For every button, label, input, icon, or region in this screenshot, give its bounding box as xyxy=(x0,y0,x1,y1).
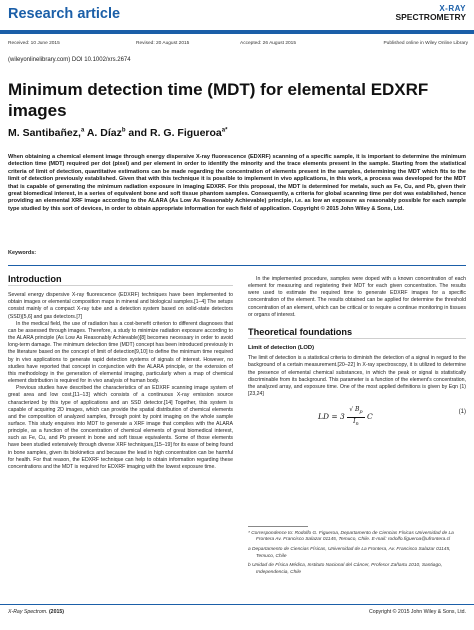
doi-line[interactable]: (wileyonlinelibrary.com) DOI 10.1002/xrs.2674 xyxy=(8,57,131,63)
abstract: When obtaining a chemical element image through energy dispersive X-ray fluorescence (EDXRF) scanning of a specific sample, it is important to determine the minimum detection time (MDT) required per dot (pixel) and per element in order to identify the minority and the trace elements present in the sample. Starting from the statistical criteria of limit of detection, quantitative estimations can be made regarding the concentration of elements present in the samples, determining the MDT which fits to the limit of detection previously established. Given that with this technique it is possible to implement in vivo applications, in this work, a process was developed for the MDT that is capable of generating the minimum radiation exposure in imaging EDXRF. For this proposal, the MDT is determined for metals, such as Fe, Cu, and Pb, given their great biomedical interest, in a series of equivalent bone and soft tissue phantom samples. Consequently, a criteria for global scanning time per dot was established, hence providing an elemental XRF image according to the ALARA (As Low As Reasonably Achievable) principle, i.e. as low an exposure as reasonably possible for each sample type studied by this sort of devices, in order to obtain appropriate information for each field of application. Copyright © 2015 John Wiley & Sons, Ltd. xyxy=(8,154,466,212)
article-type-label: Research article xyxy=(8,6,121,22)
equation-number: (1) xyxy=(458,409,466,416)
equation-denominator: $I_n$ xyxy=(353,417,359,427)
introduction-heading: Introduction xyxy=(8,274,62,284)
author-list xyxy=(8,127,227,139)
keywords-label: Keywords: xyxy=(8,250,37,256)
author-conjunction: and xyxy=(128,127,148,139)
article-dates xyxy=(8,41,468,51)
equation-1 xyxy=(248,402,466,428)
section-rule xyxy=(8,285,233,286)
procedure-paragraph: In the implemented procedure, samples were doped with a known concentration of each element for measuring and registering their MDT for each given concentration. The results were used to estimate the required time to generate EDXRF images for a specific concentration of the element. The results obtained can be applied for determine the threshold concentration of an element, which can be critical or to require a continue monitoring in tissues or organs of interest. xyxy=(248,276,466,318)
right-column xyxy=(248,276,466,434)
author-affiliation-mark: a* xyxy=(221,127,228,134)
left-column xyxy=(8,276,233,471)
intro-paragraph-2: In the medical field, the use of radiation has a cost-benefit criterion to different diagnoses that can be assessed through images. Therefore, a study to minimize radiation exposure according to the ALARA principle (As Low As Reasonably Achievable)[8] becomes necessary in order to avoid long-term damage. The minimum detection time (MDT) concept has been introduced previously in the literature based on the concept of limit of detection[9,10] to define the minimum time required by in vivo applications to generate rapid detection systems of signals of interest. However, no studies have reported that concept in conjunction with the ALARA principle, or the extension of this methodology in the generation of elemental imaging, particularly when a map of chemical element distribution is required for in vivo analysis of human body. xyxy=(8,320,233,385)
equation-fraction xyxy=(347,406,364,428)
equation-lhs: LD = 3 xyxy=(318,412,345,422)
abstract-divider xyxy=(8,265,466,266)
footnote-affiliation-b: b Unidad de Física Médica, Instituto Nacional del Cáncer, Profesor Zañartu 1010, Santiago, Independencia, Chile xyxy=(248,563,443,575)
page-header xyxy=(0,0,474,30)
lod-subheading: Limit of detection (LOD) xyxy=(248,345,315,352)
footnote-rule xyxy=(248,526,308,527)
author-affiliation-mark: a xyxy=(80,127,85,134)
theory-heading: Theoretical foundations xyxy=(248,326,353,337)
journal-logo-line2: SPECTROMETRY xyxy=(395,12,466,22)
footer-journal-citation xyxy=(8,609,64,615)
footnotes xyxy=(248,526,466,579)
lod-paragraph: The limit of detection is a statistical criteria to diminish the detection of a signal in regard to the background of a certain measurement.[20–22] In X-ray spectroscopy, it is utilized to determine the presence of elemental chemical substances, in which the peak or signal is statistically discriminable from its background. This parameter is a function of the element's concentration, the analyzed array, and exposure time. One of the most applied definitions is given by Eqn (1)[23,24] xyxy=(248,355,466,398)
revised-date: Revised: 20 August 2015 xyxy=(136,41,190,46)
journal-logo xyxy=(395,4,466,22)
intro-paragraph-1: Several energy dispersive X-ray fluorescence (EDXRF) techniques have been implemented to obtain images or elemental composition maps in mineral and biological samples.[1–4] The setups consist mainly of a compact X-ray tube and a detection system based on solid-state detectors (SSD)[5,6] and gas detectors.[7] xyxy=(8,292,233,320)
article-title: Minimum detection time (MDT) for elemental EDXRF images xyxy=(8,80,429,120)
keywords xyxy=(8,250,466,257)
journal-logo-line1: X-RAY xyxy=(439,4,466,13)
footnote-affiliation-a: a Departamento de Ciencias Físicas, Universidad de La Frontera, Av. Francisco Salazar 01145, Temuco, Chile xyxy=(248,546,451,559)
footer-year: (2015) xyxy=(48,609,64,615)
published-online: Published online in Wiley Online Library xyxy=(383,41,468,46)
author-figueroa[interactable]: R. G. Figueroa xyxy=(150,127,222,139)
received-date: Received: 10 June 2015 xyxy=(8,41,60,46)
intro-paragraph-3: Previous studies have described the characteristics of an EDXRF scanning image system of great area and low cost,[11–13] which consists of a continuous X-ray emission source characterized by this type of applications and an SSD detector.[14] Together, this system is capable of acquiring 2D images, which can provide the spatial distribution of chemical elements and the composition of analyzed samples, through point by point imaging on the whole sample surface. This study enquires into MDT to generate a XRF image that complies with the ALARA principle, as a function of the concentration of chemical elements of great biomedical interest, such as Fe, Cu, and Pb present in bone and soft tissue equivalents. Some of those elements have been studied extensively through diverse XRF techniques,[15–19] for its ease of being found in bone samples, given its biokinetics and because the lead in high concentration can be harmful for health. For that reason, the EDXRF technique can help to obtain information regarding these concentrations and the MDT is required for EDXRF imaging with the lowest exposure time. xyxy=(8,385,233,470)
equation-concentration: C xyxy=(366,412,373,422)
footer-journal-name: X-Ray Spectrom. xyxy=(8,609,48,615)
accepted-date: Accepted: 26 August 2015 xyxy=(240,41,297,46)
footer-copyright: Copyright © 2015 John Wiley & Sons, Ltd. xyxy=(369,609,466,615)
equation-numerator: √ $B_p$ xyxy=(347,406,364,417)
header-rule xyxy=(0,30,474,34)
section-rule xyxy=(248,338,466,339)
author-affiliation-mark: b xyxy=(121,127,126,134)
footnote-correspondence: * Correspondence to: Rodolfo G. Figueroa, Departamento de Ciencias Físicas Universidad de La Frontera Av. Francisco Salazar 01145, Temuco, Chile. E-mail: rodolfo.figueroa@ufrontera.cl xyxy=(248,530,454,543)
author-santibanez[interactable]: M. Santibañez, xyxy=(8,127,81,139)
author-diaz[interactable]: A. Díaz xyxy=(86,127,122,139)
footer-rule xyxy=(0,604,474,605)
equation-body xyxy=(318,406,373,428)
